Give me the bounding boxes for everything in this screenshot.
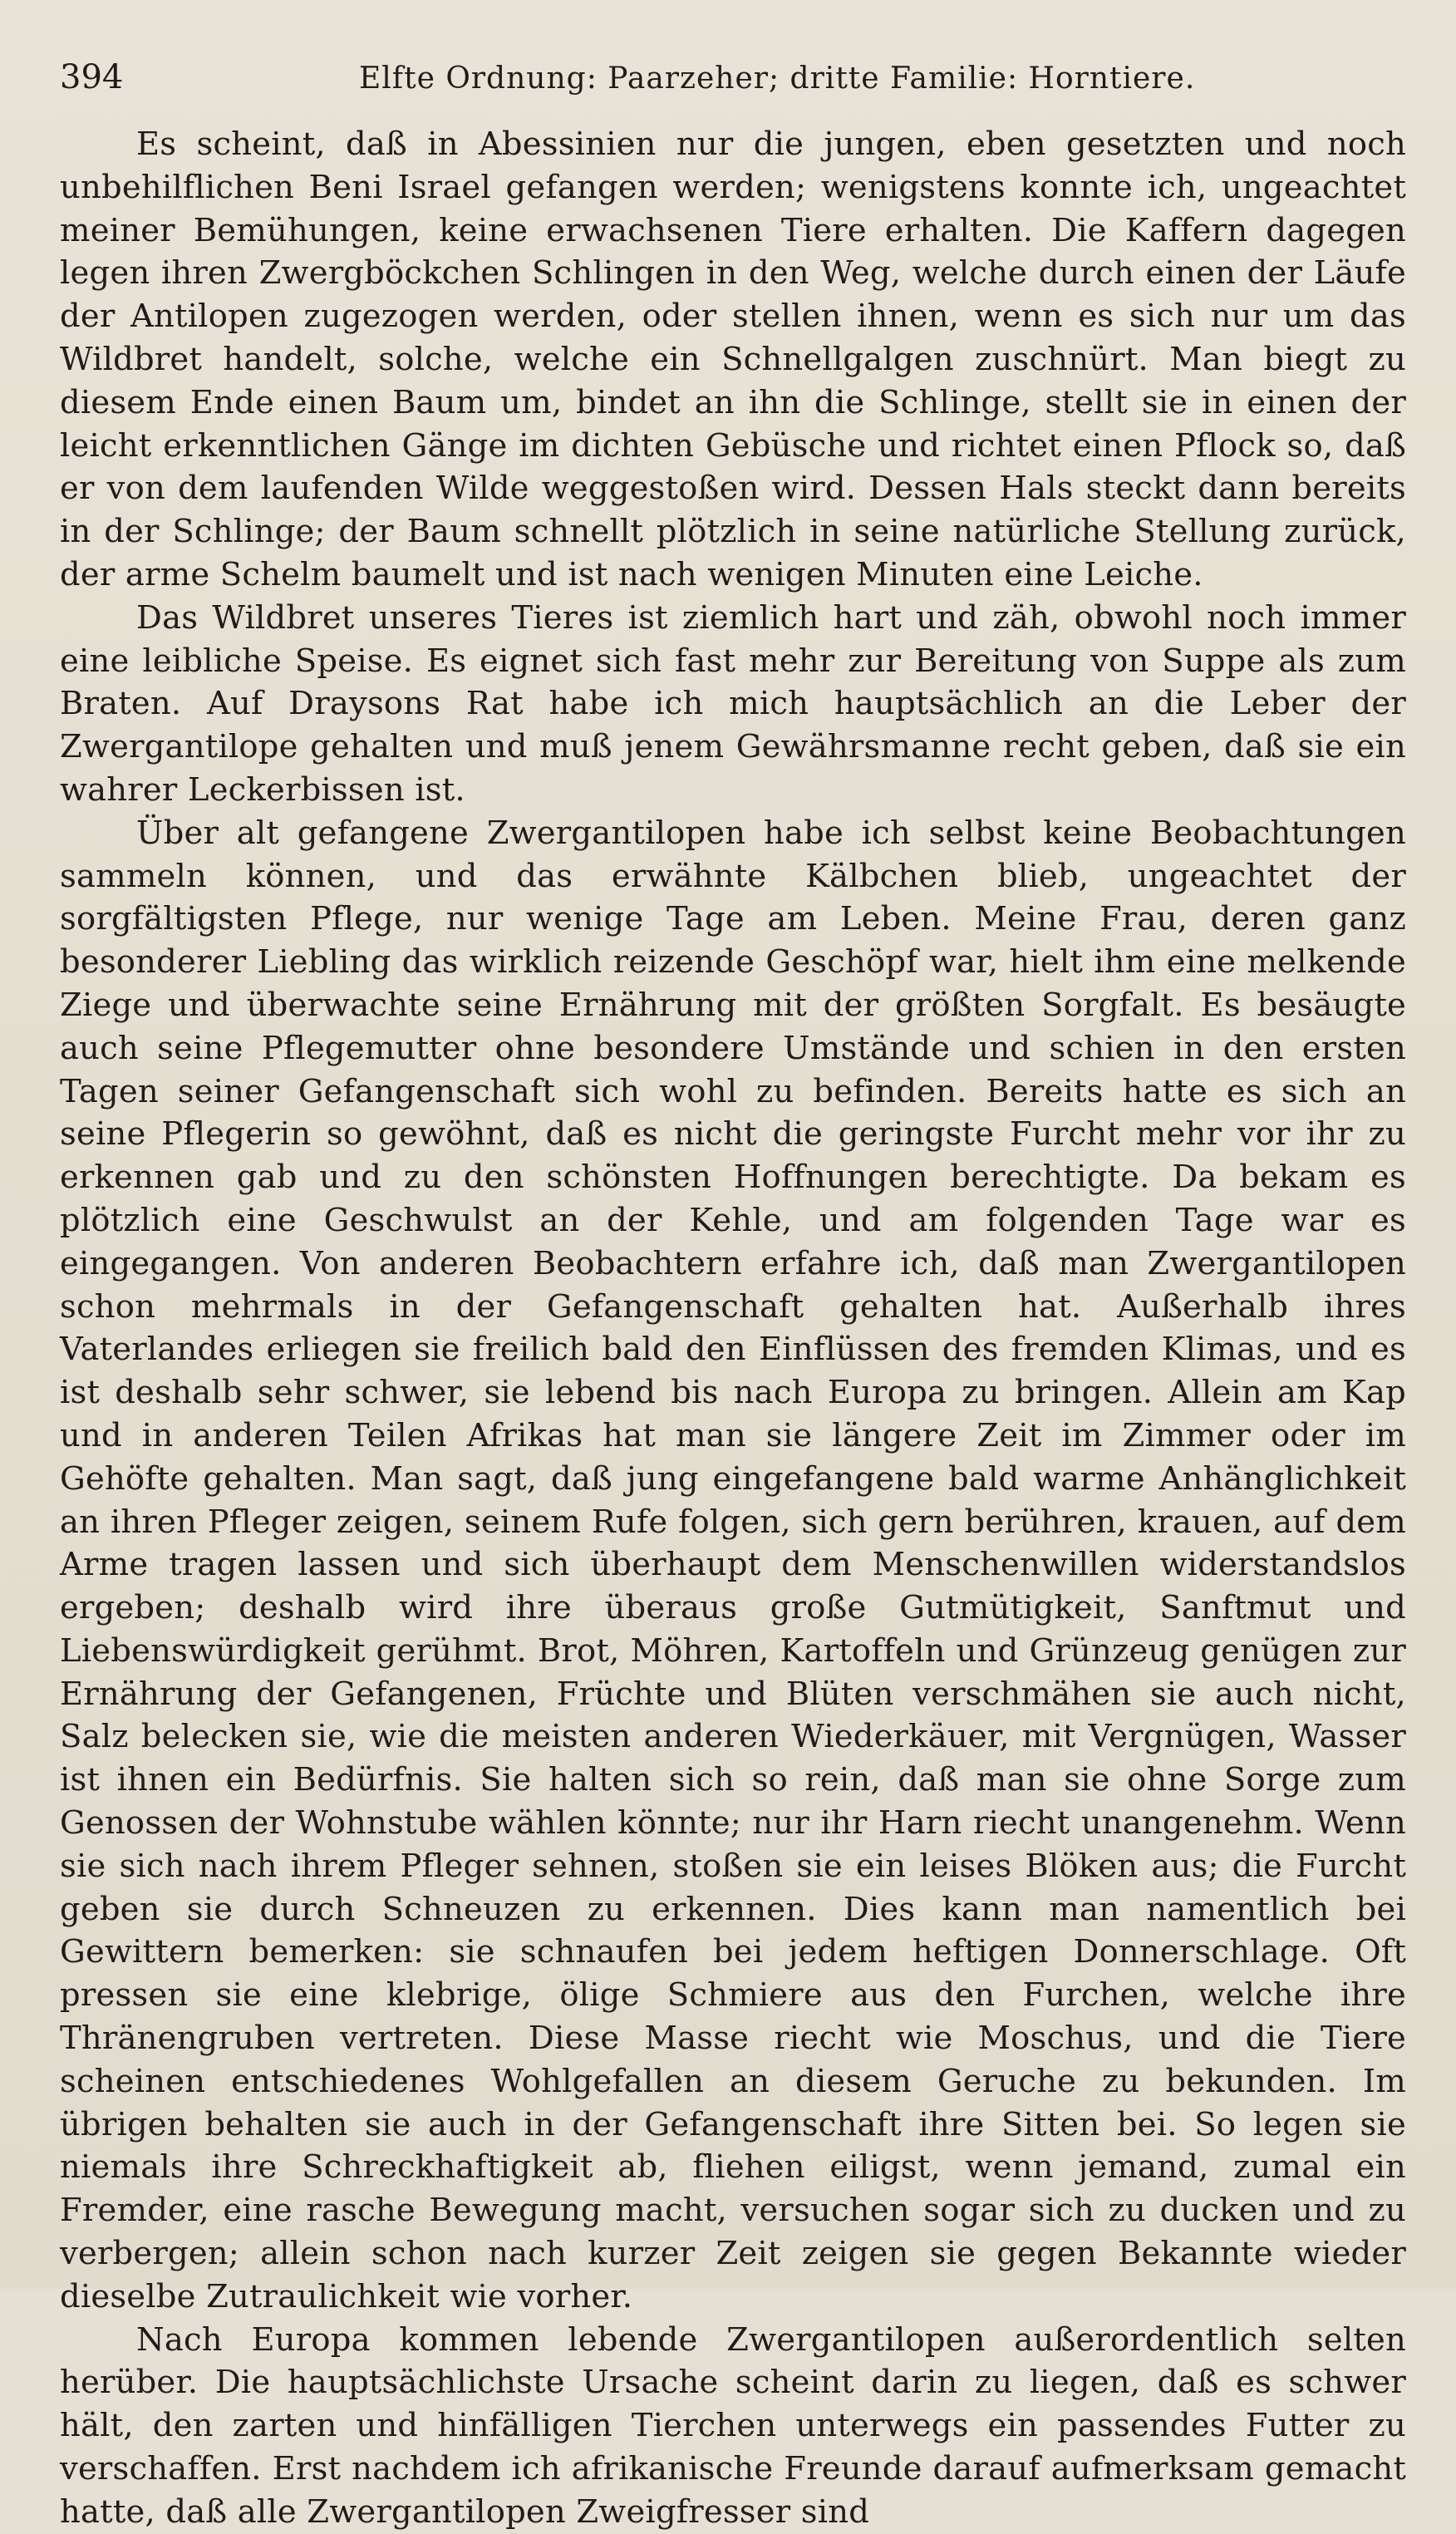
paragraph: Nach Europa kommen lebende Zwergantilopen außerordentlich selten herüber. Die hauptsächlichste Ursache scheint darin zu liegen, daß es schwer hält, den zarten und hinfälligen Tierchen unterwegs ein passendes Futter zu verschaffen. Erst nachdem ich afrikanische Freunde darauf aufmerksam gemacht hatte, daß alle Zwergantilopen Zweigfresser sind — [60, 2320, 1406, 2531]
body-text — [60, 123, 1406, 2534]
page-header — [60, 55, 1406, 113]
paragraph: Es scheint, daß in Abessinien nur die jungen, eben gesetzten und noch unbehilflichen Beni Israel gefangen werden; wenigstens konnte ich, ungeachtet meiner Bemühungen, keine erwachsenen Tiere erhalten. Die Kaffern dagegen legen ihren Zwergböckchen Schlingen in den Weg, welche durch einen der Läufe der Antilopen zugezogen werden, oder stellen ihnen, wenn es sich nur um das Wildbret handelt, solche, welche ein Schnellgalgen zuschnürt. Man biegt zu diesem Ende einen Baum um, bindet an ihn die Schlinge, stellt sie in einen der leicht erkenntlichen Gänge im dichten Gebüsche und richtet einen Pflock so, daß er von dem laufenden Wilde weggestoßen wird. Dessen Hals steckt dann bereits in der Schlinge; der Baum schnellt plötzlich in seine natürliche Stellung zurück, der arme Schelm baumelt und ist nach wenigen Minuten eine Leiche. — [60, 125, 1406, 593]
page-number: 394 — [60, 58, 124, 96]
paragraph: Über alt gefangene Zwergantilopen habe ich selbst keine Beobachtungen sammeln können, und das erwähnte Kälbchen blieb, ungeachtet der sorgfältigsten Pflege, nur wenige Tage am Leben. Meine Frau, deren ganz besonderer Liebling das wirklich reizende Geschöpf war, hielt ihm eine melkende Ziege und überwachte seine Ernährung mit der größten Sorgfalt. Es besäugte auch seine Pflegemutter ohne besondere Umstände und schien in den ersten Tagen seiner Gefangenschaft sich wohl zu befinden. Bereits hatte es sich an seine Pflegerin so gewöhnt, daß es nicht die geringste Furcht mehr vor ihr zu erkennen gab und zu den schönsten Hoffnungen berechtigte. Da bekam es plötzlich eine Geschwulst an der Kehle, und am folgenden Tage war es eingegangen. Von anderen Beobachtern erfahre ich, daß man Zwergantilopen schon mehrmals in der Gefangenschaft gehalten hat. Außerhalb ihres Vaterlandes erliegen sie freilich bald den Einflüssen des fremden Klimas, und es ist deshalb sehr schwer, sie lebend bis nach Europa zu bringen. Allein am Kap und in anderen Teilen Afrikas hat man sie längere Zeit im Zimmer oder im Gehöfte gehalten. Man sagt, daß jung eingefangene bald warme Anhänglichkeit an ihren Pfleger zeigen, seinem Rufe folgen, sich gern berühren, krauen, auf dem Arme tragen lassen und sich überhaupt dem Menschenwillen widerstandslos ergeben; deshalb wird ihre überaus große Gutmütigkeit, Sanftmut und Liebenswürdigkeit gerühmt. Brot, Möhren, Kartoffeln und Grünzeug genügen zur Ernährung der Gefangenen, Früchte und Blüten verschmähen sie auch nicht, Salz belecken sie, wie die meisten anderen Wiederkäuer, mit Vergnügen, Wasser ist ihnen ein Bedürfnis. Sie halten sich so rein, daß man sie ohne Sorge zum Genossen der Wohnstube wählen könnte; nur ihr Harn riecht unangenehm. Wenn sie sich nach ihrem Pfleger sehnen, stoßen sie ein leises Blöken aus; die Furcht geben sie durch Schneuzen zu erkennen. Dies kann man namentlich bei Gewittern bemerken: sie schnaufen bei jedem heftigen Donnerschlage. Oft pressen sie eine klebrige, ölige Schmiere aus den Furchen, welche ihre Thränengruben vertreten. Diese Masse riecht wie Moschus, und die Tiere scheinen entschiedenes Wohlgefallen an diesem Geruche zu bekunden. Im übrigen behalten sie auch in der Gefangenschaft ihre Sitten bei. So legen sie niemals ihre Schreckhaftigkeit ab, fliehen eiligst, wenn jemand, zumal ein Fremder, eine rasche Bewegung macht, versuchen sogar sich zu ducken und zu verbergen; allein schon nach kurzer Zeit zeigen sie gegen Bekannte wieder dieselbe Zutraulichkeit wie vorher. — [60, 814, 1406, 2315]
paragraph: Das Wildbret unseres Tieres ist ziemlich hart und zäh, obwohl noch immer eine leibliche Speise. Es eignet sich fast mehr zur Bereitung von Suppe als zum Braten. Auf Draysons Rat habe ich mich hauptsächlich an die Leber der Zwergantilope gehalten und muß jenem Gewährsmanne recht geben, daß sie ein wahrer Leckerbissen ist. — [60, 598, 1406, 809]
running-title: Elfte Ordnung: Paarzeher; dritte Familie: Horntiere. — [359, 62, 1196, 96]
